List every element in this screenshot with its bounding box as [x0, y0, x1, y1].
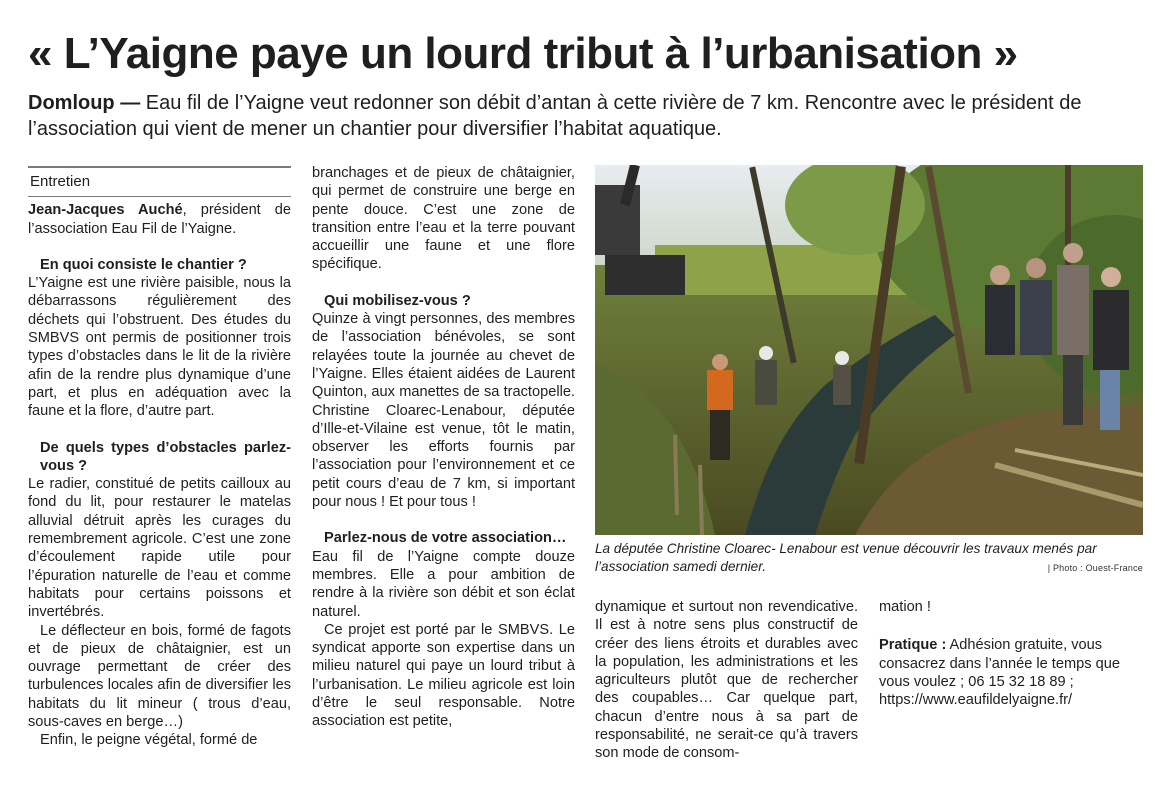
dateline: Domloup —	[28, 92, 141, 114]
rubric-box	[28, 166, 291, 197]
article-photo	[595, 165, 1143, 535]
column-3	[595, 598, 858, 763]
answer-4-paragraph-2-continued: dynamique et surtout non revendicative. Il est à notre sens plus constructif de créer des liens étroits et durables avec la population, les administrations et les agriculteurs plutôt que de rechercher des coupables… Car quelque part, chacun d’entre nous à sa part de responsabilité, ne serait-ce qu’à travers son mode de consom-	[595, 599, 858, 762]
column-1	[28, 166, 291, 750]
answer-4-paragraph-2: Ce projet est porté par le SMBVS. Le syndicat apporte son expertise dans un milieu naturel qui paye un lourd tribut à l’urbanisation. Le milieu agricole est loin d’être le seul responsable. Notre association est petite,	[312, 621, 575, 730]
standfirst-text: Eau fil de l’Yaigne veut redonner son débit d’antan à cette rivière de 7 km. Rencontre avec le président de l’association qui vient de mener un chantier pour diversifier l’habitat aquatique.	[28, 92, 1082, 140]
answer-2-paragraph-3: Enfin, le peigne végétal, formé de	[40, 732, 258, 749]
column-2	[312, 164, 575, 731]
question-3: Qui mobilisez-vous ?	[324, 292, 471, 309]
question-4: Parlez-nous de votre association…	[324, 530, 567, 547]
answer-3: Quinze à vingt personnes, des membres de l’association bénévoles, se sont relayées toute la journée au chevet de l’Yaigne. Elles étaient aidées de Laurent Quinton, aux manettes de sa tractopelle. Christine Cloarec-Lenabour, députée d’Ille-et-Vilaine est venue, tôt le matin, observer les efforts fournis par l’association pour l’environnement et ce petit cours d’eau de 7 km, si important pour nous ! Et pour tous !	[312, 311, 575, 511]
practical-label: Pratique :	[879, 637, 947, 654]
answer-2-paragraph-3-continued: branchages et de pieux de châtaignier, qui permet de construire une berge en pente douce. C’est une zone de transition entre l’eau et la terre pouvant accueillir une faune et une flore spécifique.	[312, 165, 575, 273]
interviewee-name: Jean-Jacques Auché	[28, 202, 183, 219]
headline: « L’Yaigne paye un lourd tribut à l’urbanisation »	[28, 29, 1018, 78]
rubric-label: Entretien	[30, 173, 91, 190]
answer-1: L’Yaigne est une rivière paisible, nous la débarrassons régulièrement des déchets qui l’obstruent. Des études du SMBVS ont permis de positionner trois types d’obstacles dans le lit de la rivière afin de la rendre plus dynamique d’une part, et plus en adéquation avec la faune et la flore, d’autre part.	[28, 275, 291, 420]
answer-4-paragraph-1: Eau fil de l’Yaigne compte douze membres. Elle a pour ambition de rendre à la rivière son débit et son éclat naturel.	[312, 548, 575, 620]
photo-caption: La députée Christine Cloarec- Lenabour est venue découvrir les travaux menés par l’association samedi dernier.	[595, 541, 1097, 574]
interviewee	[28, 201, 291, 238]
answer-2-paragraph-1: Le radier, constitué de petits cailloux au fond du lit, pour restaurer le matelas alluvial détruit après les curages du remembrement agricole. C’est une zone d’écoulement rapide utile pour l’épuration naturelle de l’eau et comme habitats pour certains poissons et invertébrés.	[28, 476, 291, 621]
photo-credit: | Photo : Ouest-France	[1047, 563, 1143, 573]
interviewee-role: , président de l’association Eau Fil de l’Yaigne.	[28, 202, 291, 237]
practical-info	[879, 636, 1143, 709]
answer-4-paragraph-2-end: mation !	[879, 599, 931, 615]
practical-text: Adhésion gratuite, vous consacrez dans l’année le temps que vous voulez ; 06 15 32 18 89 ; https://www.eaufildelyaigne.fr/	[879, 637, 1120, 709]
answer-2-paragraph-2: Le déflecteur en bois, formé de fagots et de pieux de châtaignier, est un ouvrage permettant de créer des turbulences locales afin de diversifier les habitats du lit mineur ( trous d’eau, sous-caves en berge…)	[28, 622, 291, 731]
question-2: De quels types d’obstacles parlez-vous ?	[40, 439, 291, 474]
question-1: En quoi consiste le chantier ?	[40, 256, 247, 273]
standfirst	[28, 90, 1138, 142]
column-4	[879, 598, 1143, 709]
